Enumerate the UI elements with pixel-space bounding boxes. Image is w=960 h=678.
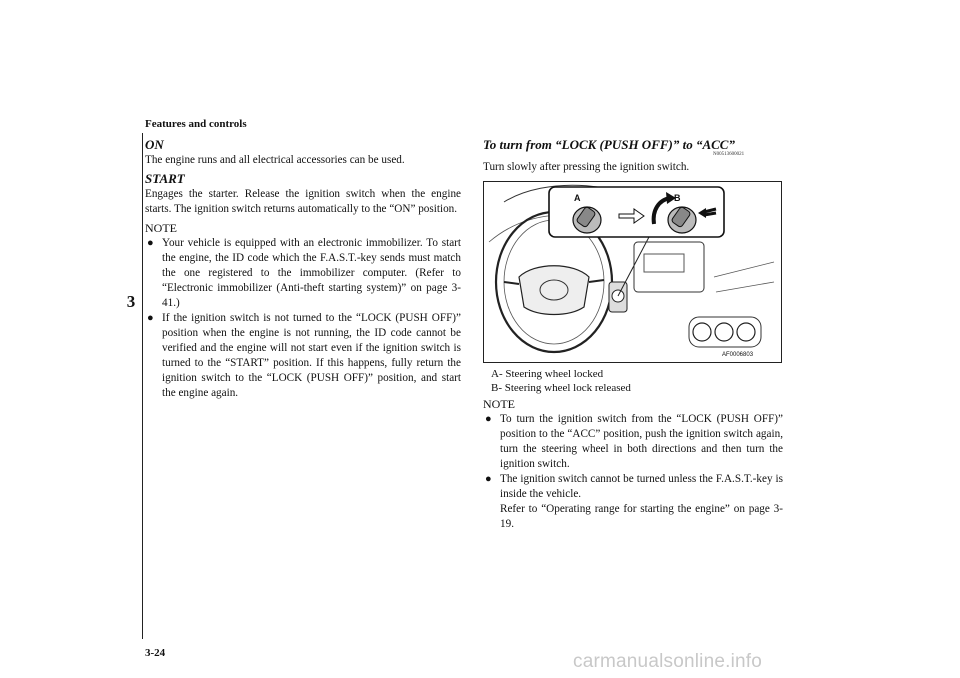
watermark: carmanualsonline.info — [573, 651, 763, 672]
steering-illustration-svg — [484, 182, 781, 362]
note-list — [483, 412, 783, 532]
on-heading: ON — [145, 137, 164, 152]
on-text: The engine runs and all electrical accessories can be used. — [145, 154, 405, 166]
chapter-tab — [120, 133, 143, 639]
note-item: ● The ignition switch cannot be turned unless the F.A.S.T.-key is inside the vehicle. Refer to “Operating range for starting the engine” on page 3-19. — [485, 473, 783, 530]
start-text: Engages the starter. Release the ignition switch when the engine starts. The ignition switch returns automatically to the “ON” position. — [145, 188, 461, 215]
section-header: Features and controls — [145, 118, 247, 130]
note-label: NOTE — [145, 221, 177, 235]
note-item: ● To turn the ignition switch from the “LOCK (PUSH OFF)” position to the “ACC” position, push the ignition switch again, turn the steering wheel in both directions and then turn the ignition switch. — [485, 413, 783, 470]
bullet-icon: ● — [485, 473, 492, 485]
section-code: N00513600021 — [713, 152, 745, 157]
note-item: ● Your vehicle is equipped with an electronic immobilizer. To start the engine, the ID code which the F.A.S.T.-key sends must match the one registered to the immobilizer computer. (Refer to “Electronic immobilizer (Anti-theft starting system)” on page 3-41.) — [147, 237, 461, 309]
figure-id: AF0006803 — [722, 352, 754, 358]
label-a: A — [574, 193, 581, 203]
intro-text: Turn slowly after pressing the ignition switch. — [483, 161, 690, 173]
section-title: To turn from “LOCK (PUSH OFF)” to “ACC” — [483, 137, 735, 152]
left-column — [145, 137, 461, 401]
chapter-number: 3 — [126, 292, 136, 311]
label-b: B — [674, 193, 681, 203]
caption-a: A- Steering wheel locked — [491, 368, 604, 380]
bullet-icon: ● — [147, 237, 154, 249]
note-label: NOTE — [483, 397, 515, 411]
caption-b: B- Steering wheel lock released — [491, 382, 631, 394]
page-number: 3-24 — [145, 647, 166, 659]
note-item: ● If the ignition switch is not turned to the “LOCK (PUSH OFF)” position when the engine is not running, the ID code cannot be verified and the engine will not start even if the ignition switch is turned to the “START” position. If this happens, fully return the ignition switch to the “LOCK (PUSH OFF)” position, and start the engine again. — [147, 312, 461, 399]
note-list — [145, 236, 461, 401]
bullet-icon: ● — [485, 413, 492, 425]
right-note — [483, 397, 783, 532]
knob-a — [573, 206, 601, 233]
ignition-illustration — [483, 181, 782, 363]
start-heading: START — [145, 171, 185, 186]
bullet-icon: ● — [147, 312, 154, 324]
